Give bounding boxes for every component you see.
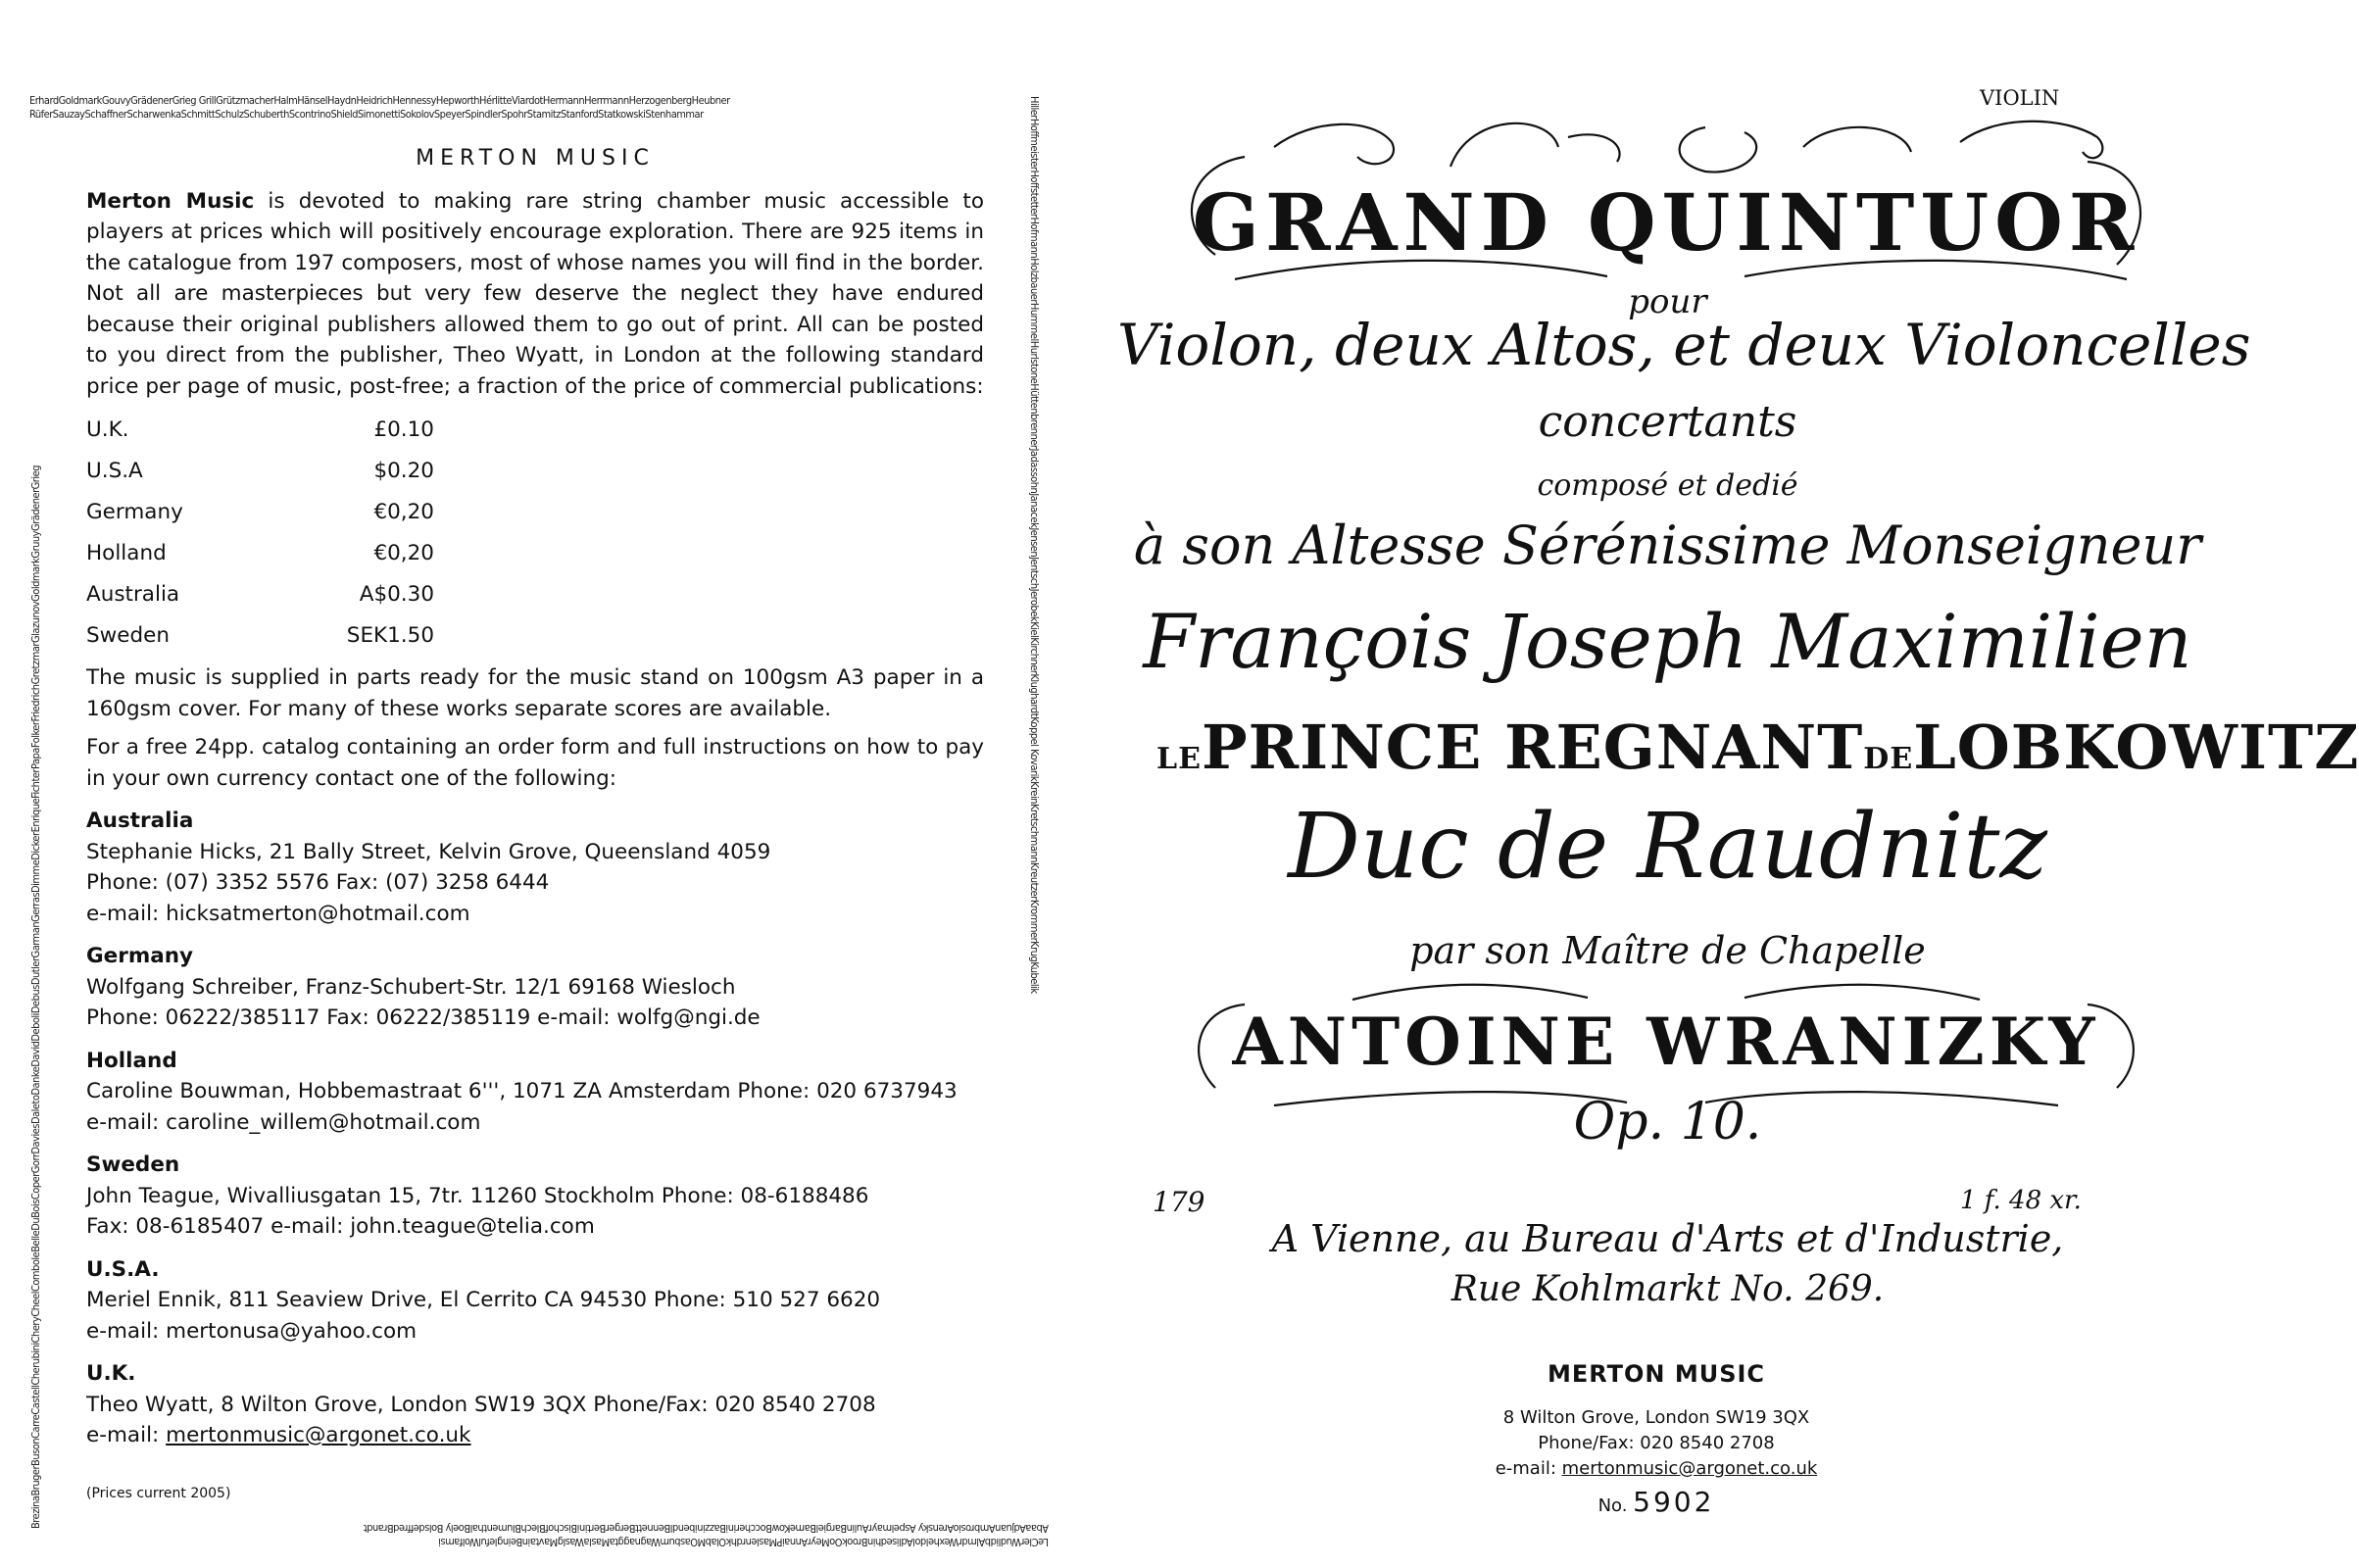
price-row (86, 451, 984, 492)
price-row (86, 492, 984, 533)
email-prefix: e-mail: (1495, 1458, 1562, 1479)
contact-email: e-mail: hicksatmerton@hotmail.com (86, 901, 470, 926)
publisher-email (1411, 1456, 1901, 1482)
prince-de: DE (1863, 742, 1914, 776)
opus-number: Op. 10. (1573, 1093, 1762, 1152)
contact-uk (86, 1358, 984, 1451)
prince-main: PRINCE REGNANT (1201, 711, 1864, 783)
email-prefix: e-mail: (86, 1423, 167, 1447)
duc-title: Duc de Raudnitz (1288, 794, 2047, 899)
publisher-phone: Phone/Fax: 020 8540 2708 (1538, 1433, 1775, 1453)
intro-text: is devoted to making rare string chamber music accessible to players at prices which will positively encourage exploration. There are 925 items in the catalogue from 197 composers, most of whose names you will find in the border. Not all are masterpieces but very few deserve the neglect they have endured because their original publishers allowed them to go out of print. All can be posted to you direct from the publisher, Theo Wyatt, in London at the following standard price per page of music, post-free; a fraction of the price of commercial publications: (86, 188, 984, 399)
composer-border-right: HillerHoffmeisterHoffstetterHofmannHolzbauerHummelHurlstoneHüttenbrennerJadassohnJanacekJensenJentschJerobekKielKirchnerKlughardtKoppel KovarikKreinKretschmannKreutzerKrommerKrugKubelik (1028, 96, 1041, 994)
instrumentation: Violon, deux Altos, et deux Violoncelles (1117, 312, 2251, 378)
contact-phone: Phone: (07) 3352 5576 Fax: (07) 3258 6444 (86, 870, 550, 895)
price-country: U.K. (86, 417, 129, 443)
imprint-line: A Vienne, au Bureau d'Arts et d'Industrie, (1271, 1217, 2064, 1260)
publisher-block (1411, 1360, 1901, 1518)
composer-border-left: BrezinaBrugerBusonCarreCastellCherubiniCheryCheelComboleBelleDuBoisCoperGorrDaviesDaletoDankeDavidDeboliDebusDutlerGarmanGerrasDimmeDickerEnriqueFichterPapaFolkerFriedrichGretzmarGlazunovGoldmarkGruuyGrädenerGrieg (29, 466, 42, 1529)
title-page (1117, 0, 2359, 1568)
composer-name: ANTOINE WRANIZKY (1232, 1004, 2100, 1080)
contact-holland (86, 1046, 984, 1139)
publication-year: 179 (1153, 1186, 1205, 1218)
contact-email (86, 1420, 984, 1451)
contact-phone: Phone: 06222/385117 Fax: 06222/385119 e-mail: wolfg@ngi.de (86, 1005, 761, 1030)
prince-le: LE (1156, 742, 1202, 776)
number-value: 5902 (1633, 1486, 1715, 1518)
price-country: Sweden (86, 623, 170, 649)
dedicatee-name: François Joseph Maximilien (1143, 598, 2192, 685)
contact-country: Australia (86, 808, 194, 833)
contact-address: Wolfgang Schreiber, Franz-Schubert-Str. 12/1 69168 Wiesloch (86, 974, 736, 1000)
contact-country: U.K. (86, 1361, 136, 1386)
parts-note: The music is supplied in parts ready for the music stand on 100gsm A3 paper in a 160gsm cover. For many of these works separate scores are available. (86, 665, 984, 721)
price-value: £0.10 (373, 417, 434, 443)
price-value: $0.20 (373, 459, 434, 484)
price-country: U.S.A (86, 459, 143, 484)
contact-country: Germany (86, 944, 194, 968)
dedication: à son Altesse Sérénissime Monseigneur (1133, 514, 2202, 576)
original-price: 1 f. 48 xr. (1960, 1186, 2082, 1215)
price-table (86, 410, 984, 657)
publisher-name: MERTON MUSIC (1547, 1360, 1766, 1388)
contact-address: Theo Wyatt, 8 Wilton Grove, London SW19 3QX Phone/Fax: 020 8540 2708 (86, 1392, 876, 1417)
price-country: Germany (86, 500, 183, 525)
prices-current-note: (Prices current 2005) (86, 1485, 231, 1501)
prince-title (1156, 711, 2359, 783)
contact-email: e-mail: mertonusa@yahoo.com (86, 1318, 418, 1344)
imprint-address: Rue Kohlmarkt No. 269. (1450, 1269, 1885, 1309)
price-row (86, 533, 984, 574)
publisher-address: 8 Wilton Grove, London SW19 3QX (1502, 1407, 1810, 1428)
price-value: €0,20 (373, 500, 434, 525)
prince-name: LOBKOWITZ (1913, 711, 2359, 783)
contact-address: John Teague, Wivalliusgatan 15, 7tr. 11260 Stockholm Phone: 08-6188486 (86, 1183, 869, 1208)
email-link[interactable]: mertonmusic@argonet.co.uk (166, 1423, 471, 1447)
par-text: par son Maître de Chapelle (1409, 929, 1926, 972)
contact-australia (86, 806, 984, 929)
contact-sweden (86, 1150, 984, 1243)
catalog-note: For a free 24pp. catalog containing an order form and full instructions on how to pay in your own currency contact one of the following: (86, 735, 984, 791)
concertants-text: concertants (1538, 397, 1797, 447)
contact-country: U.S.A. (86, 1256, 160, 1282)
composer-border-top-2: RüferSauzaySchaffnerScharwenkaSchmittSchulzSchuberthScontrinoShieldSimonettiSokolovSpeyerSpindlerSpohrStamitzStanfordStatkowskiStenhammar (29, 108, 704, 121)
contact-country: Sweden (86, 1152, 180, 1177)
price-country: Australia (86, 582, 180, 608)
price-row (86, 410, 984, 451)
contact-address: Stephanie Hicks, 21 Bally Street, Kelvin Grove, Queensland 4059 (86, 839, 771, 864)
work-title: GRAND QUINTUOR (1192, 176, 2140, 269)
catalog-heading: MERTON MUSIC (416, 146, 655, 171)
composer-border-bottom-2: LeClerWudlidbAlmdrWexheldolAdlisedhinBrookOoMeyrAnnaiPMaslenrdhkOlabMOasburnWagnaggtaMaslaWaslgMavtainBeinglefulWolfamsi (438, 1536, 1049, 1548)
number-prefix: No. (1597, 1495, 1634, 1516)
intro-brand: Merton Music (86, 188, 255, 214)
price-value: A$0.30 (359, 582, 434, 608)
price-country: Holland (86, 541, 167, 566)
price-value: SEK1.50 (346, 623, 434, 649)
contact-germany (86, 941, 984, 1034)
price-row (86, 574, 984, 615)
pour-text: pour (1628, 282, 1707, 321)
catalog-content (86, 135, 984, 1509)
contact-address: Caroline Bouwman, Hobbemastraat 6''', 1071 ZA Amsterdam Phone: 020 6737943 (86, 1079, 958, 1103)
merton-catalog-page (0, 0, 1058, 1568)
composer-border-top-1: ErhardGoldmarkGouvyGrädenerGrieg GrillGrützmacherHalmHänselHaydnHeidrichHennessyHepworthHérlitteViardotHermannHerrmannHerzogenbergHeubner (29, 94, 730, 107)
contact-usa (86, 1254, 984, 1348)
price-value: €0,20 (373, 541, 434, 566)
composer-border-bottom-1: AbaaAdjuanAmbrosioArensky AspelmayrAulinBargielBarneKowBoccheriniBazzinibendlBennettBergerBertiniBischofBlechBlumenthalBoely BolsdeffredBrandt (364, 1522, 1049, 1535)
compose-text: composé et dedié (1537, 468, 1798, 503)
contact-phone: Fax: 08-6185407 e-mail: john.teague@telia.com (86, 1214, 595, 1239)
part-label: VIOLIN (1980, 86, 2060, 110)
intro-paragraph (86, 186, 984, 403)
contact-address: Meriel Ennik, 811 Seaview Drive, El Cerrito CA 94530 Phone: 510 527 6620 (86, 1288, 881, 1312)
contact-email: e-mail: caroline_willem@hotmail.com (86, 1109, 481, 1135)
email-link[interactable]: mertonmusic@argonet.co.uk (1561, 1458, 1818, 1479)
catalog-number (1411, 1486, 1901, 1518)
contact-country: Holland (86, 1048, 177, 1073)
price-row (86, 615, 984, 657)
